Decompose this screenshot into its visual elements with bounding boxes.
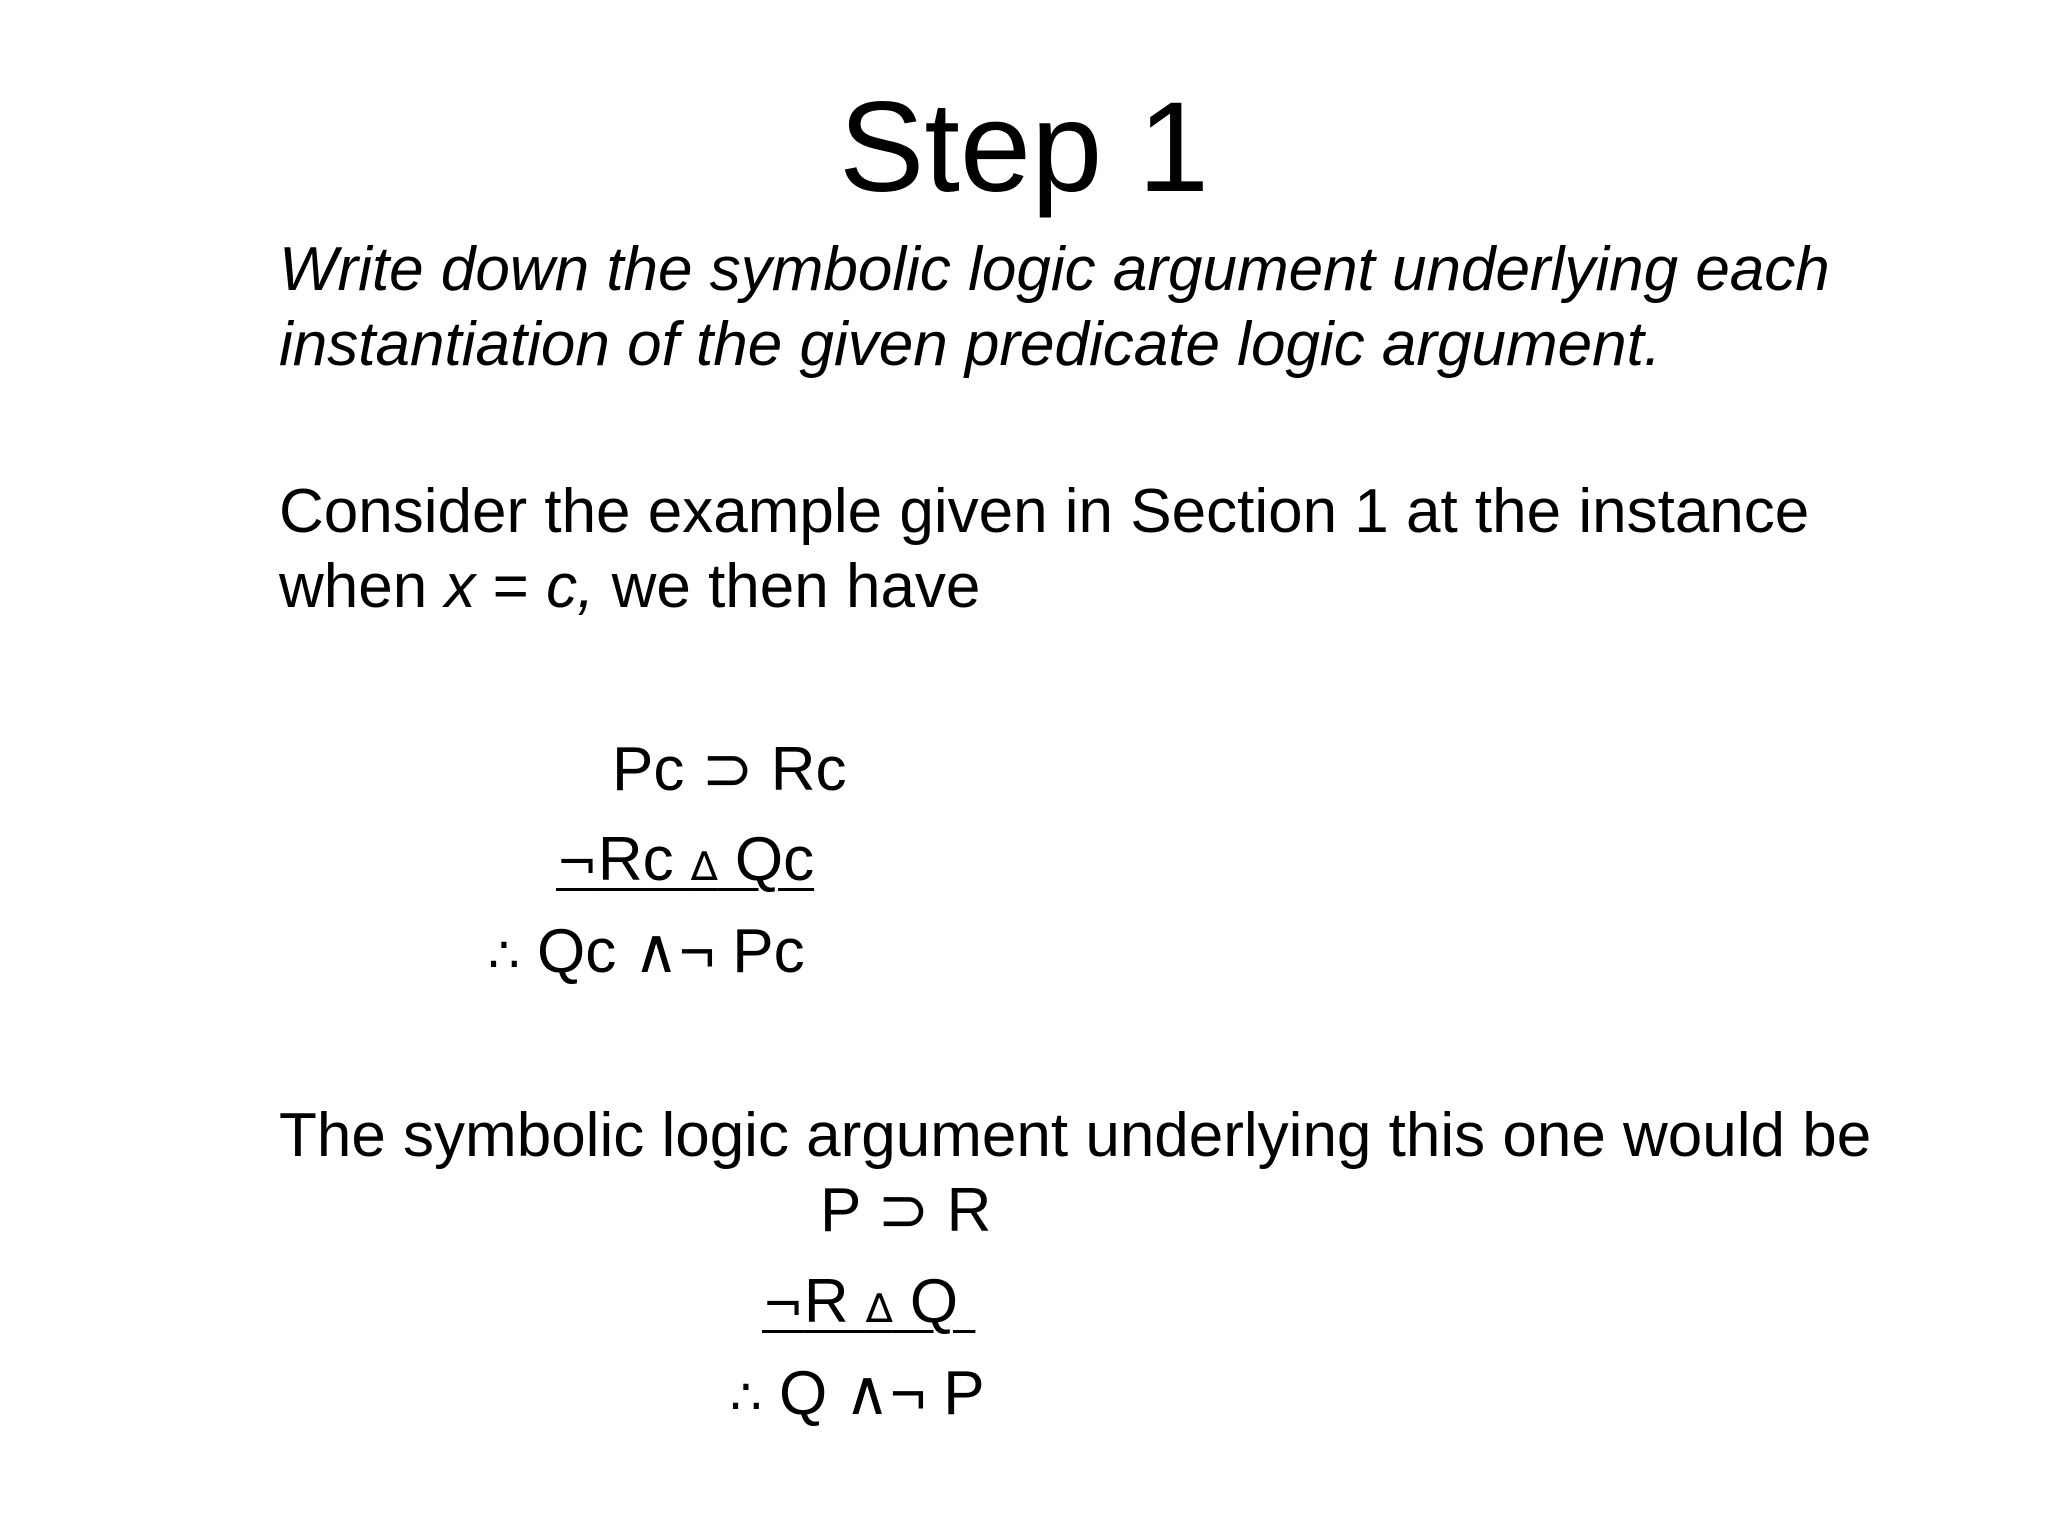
conjunction-symbol: ∆: [690, 844, 718, 890]
negation-symbol: ¬: [556, 834, 598, 892]
example-tail: we then have: [594, 552, 981, 621]
instance-premise-2: [556, 822, 814, 905]
symbolic-conclusion: [730, 1356, 985, 1435]
conclusion-text: The symbolic logic argument underlying this one would be: [279, 1101, 1872, 1170]
negation-symbol: ¬: [762, 1276, 804, 1334]
instance-premise-1: Pc ⊃ Rc: [612, 735, 847, 804]
variable-x: x: [444, 552, 476, 621]
instruction-text: Write down the symbolic logic argument underlying each instantiation of the given predicate logic argument.: [279, 235, 1830, 379]
symbolic-premise-2: [762, 1264, 975, 1347]
symbolic-conclusion-formula: Q ∧¬ P: [761, 1359, 985, 1428]
therefore-symbol: ∴: [488, 926, 520, 984]
slide-title: Step 1: [838, 76, 1210, 219]
example-lead: Consider the example given in Section 1 at the instance when: [279, 477, 1810, 621]
example-text: [279, 474, 1899, 624]
instance-conclusion: [488, 914, 805, 993]
premise-qc: Qc: [717, 825, 815, 894]
equals-sign: =: [475, 552, 547, 621]
premise-rc: Rc: [597, 825, 691, 894]
therefore-symbol: ∴: [730, 1368, 762, 1426]
premise-r: R: [803, 1267, 866, 1336]
symbolic-premise-1: P ⊃ R: [820, 1176, 992, 1245]
premise-q: Q: [892, 1267, 976, 1336]
conjunction-symbol: ∆: [865, 1286, 893, 1332]
instance-conclusion-formula: Qc ∧¬ Pc: [519, 917, 805, 986]
constant-c: c,: [546, 552, 595, 621]
